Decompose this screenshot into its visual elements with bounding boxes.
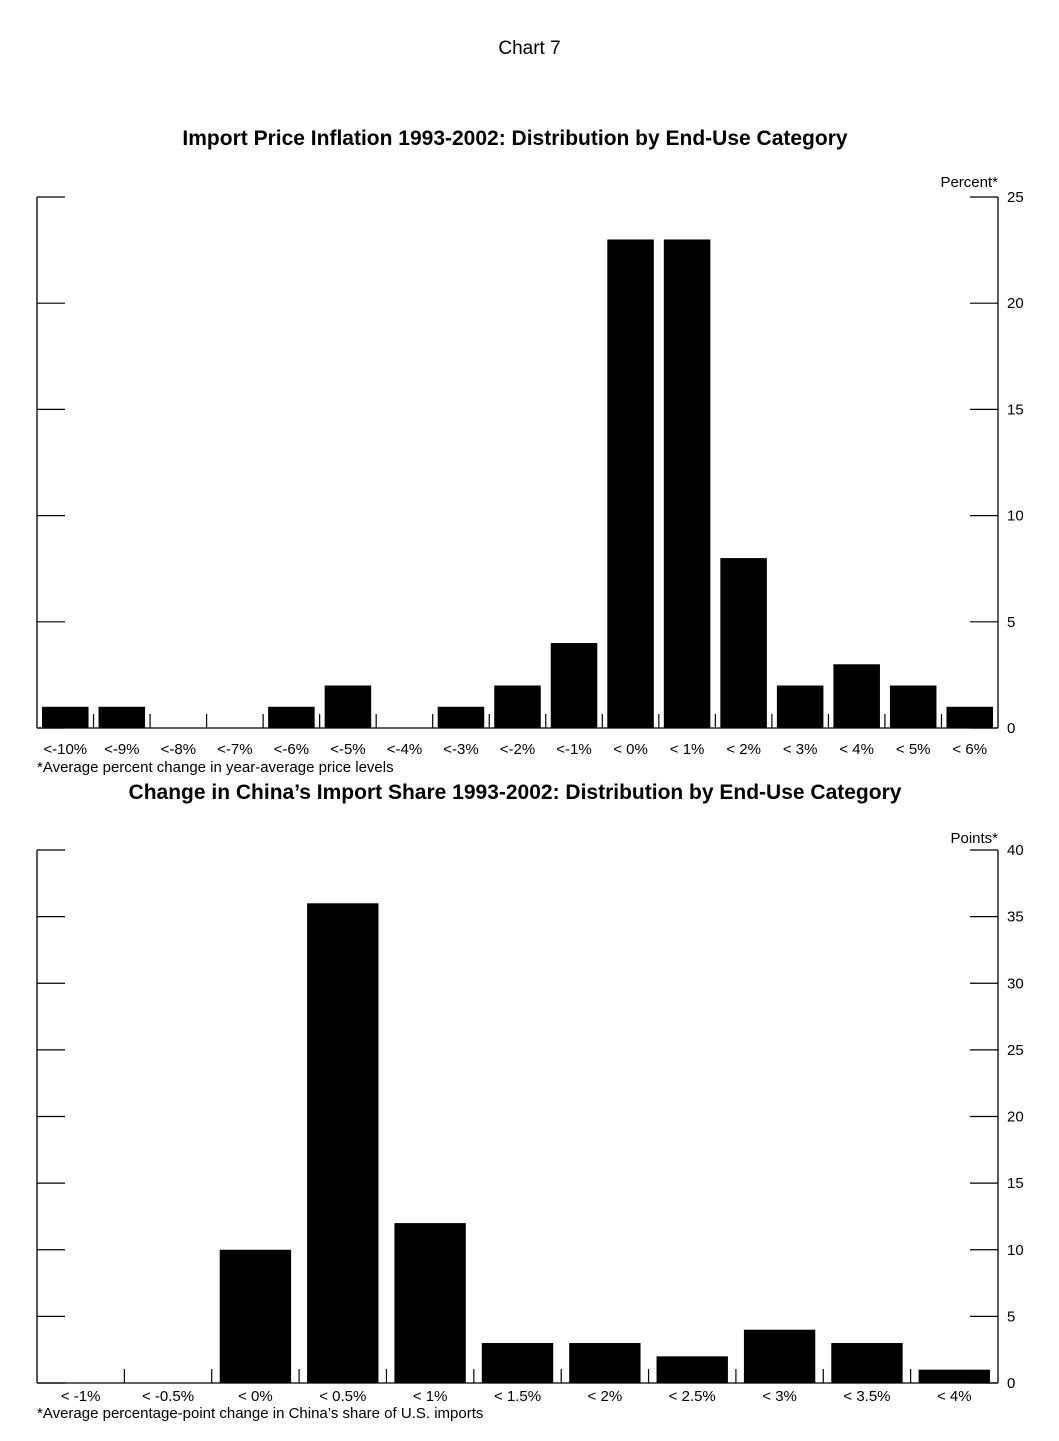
page-title: Chart 7	[498, 38, 561, 59]
x-tick-label: < 0%	[613, 741, 648, 758]
x-tick-label: <-4%	[386, 741, 423, 758]
bar	[664, 239, 711, 728]
x-tick-label: <-3%	[443, 741, 479, 758]
bar	[720, 558, 767, 728]
bar	[833, 664, 880, 728]
bar	[394, 1223, 465, 1383]
x-tick-label: < -1%	[60, 1388, 101, 1405]
bar	[325, 686, 372, 728]
y-tick-label: 25	[1007, 1041, 1024, 1059]
chart-import-price-inflation	[0, 110, 1059, 780]
bar	[268, 707, 315, 728]
y-tick-label: 40	[1007, 842, 1024, 859]
x-tick-label: <-1%	[556, 741, 592, 758]
bar	[744, 1330, 815, 1383]
x-tick-label: < 3%	[762, 1388, 797, 1405]
chart-title: Import Price Inflation 1993-2002: Distribution by End-Use Category	[182, 127, 848, 150]
x-tick-label: <-9%	[104, 741, 140, 758]
x-tick-label: < 4%	[937, 1388, 972, 1405]
x-tick-label: < 0.5%	[319, 1388, 367, 1405]
x-tick-label: < 6%	[952, 741, 988, 758]
bar	[607, 239, 654, 728]
bar	[551, 643, 598, 728]
x-tick-label: <-7%	[217, 741, 253, 758]
bar	[482, 1343, 553, 1383]
chart-title: Change in China’s Import Share 1993-2002: Distribution by End-Use Category	[128, 781, 902, 804]
bar	[99, 707, 146, 728]
bar	[220, 1250, 291, 1383]
plot-area	[37, 842, 1024, 1405]
x-tick-label: < 5%	[895, 741, 931, 758]
y-tick-label: 15	[1007, 1175, 1024, 1193]
bar	[831, 1343, 902, 1383]
x-tick-label: < 2%	[587, 1388, 623, 1405]
bar	[42, 707, 89, 728]
x-tick-label: < 3.5%	[843, 1388, 891, 1405]
plot-area	[37, 189, 1024, 758]
x-tick-label: < 2%	[726, 741, 761, 758]
x-tick-label: <-5%	[330, 741, 366, 758]
y-tick-label: 0	[1007, 720, 1016, 737]
x-tick-label: < -0.5%	[141, 1388, 195, 1405]
bar	[657, 1356, 728, 1383]
x-tick-label: < 3%	[782, 741, 818, 758]
y-tick-label: 10	[1007, 507, 1024, 525]
x-tick-label: < 4%	[839, 741, 874, 758]
y-tick-label: 10	[1007, 1241, 1024, 1259]
bar	[946, 707, 993, 728]
x-tick-label: < 1%	[412, 1388, 448, 1405]
y-tick-label: 0	[1007, 1375, 1016, 1392]
y-tick-label: 5	[1007, 1308, 1016, 1326]
x-tick-label: <-10%	[43, 741, 88, 758]
bar	[919, 1370, 990, 1383]
x-tick-label: < 1%	[669, 741, 705, 758]
chart-footnote: *Average percent change in year-average price levels	[37, 759, 394, 776]
x-tick-label: <-6%	[273, 741, 310, 758]
y-tick-label: 15	[1007, 401, 1024, 419]
bar	[494, 686, 541, 728]
y-tick-label: 5	[1007, 613, 1016, 631]
chart-footnote: *Average percentage-point change in China’s share of U.S. imports	[37, 1405, 484, 1422]
y-axis-label: Points*	[950, 830, 998, 847]
bar	[307, 903, 378, 1383]
y-tick-label: 20	[1007, 1108, 1024, 1126]
y-tick-label: 25	[1007, 189, 1024, 206]
y-tick-label: 20	[1007, 295, 1024, 313]
bar	[777, 686, 824, 728]
x-tick-label: <-2%	[499, 741, 536, 758]
bar	[438, 707, 485, 728]
y-axis-label: Percent*	[940, 174, 998, 191]
bar	[890, 686, 937, 728]
chart-china-import-share	[0, 770, 1059, 1430]
x-tick-label: < 2.5%	[668, 1388, 716, 1405]
bar	[569, 1343, 640, 1383]
x-tick-label: < 1.5%	[493, 1388, 542, 1405]
y-tick-label: 30	[1007, 975, 1024, 993]
x-tick-label: <-8%	[160, 741, 197, 758]
y-tick-label: 35	[1007, 908, 1024, 926]
x-tick-label: < 0%	[238, 1388, 273, 1405]
